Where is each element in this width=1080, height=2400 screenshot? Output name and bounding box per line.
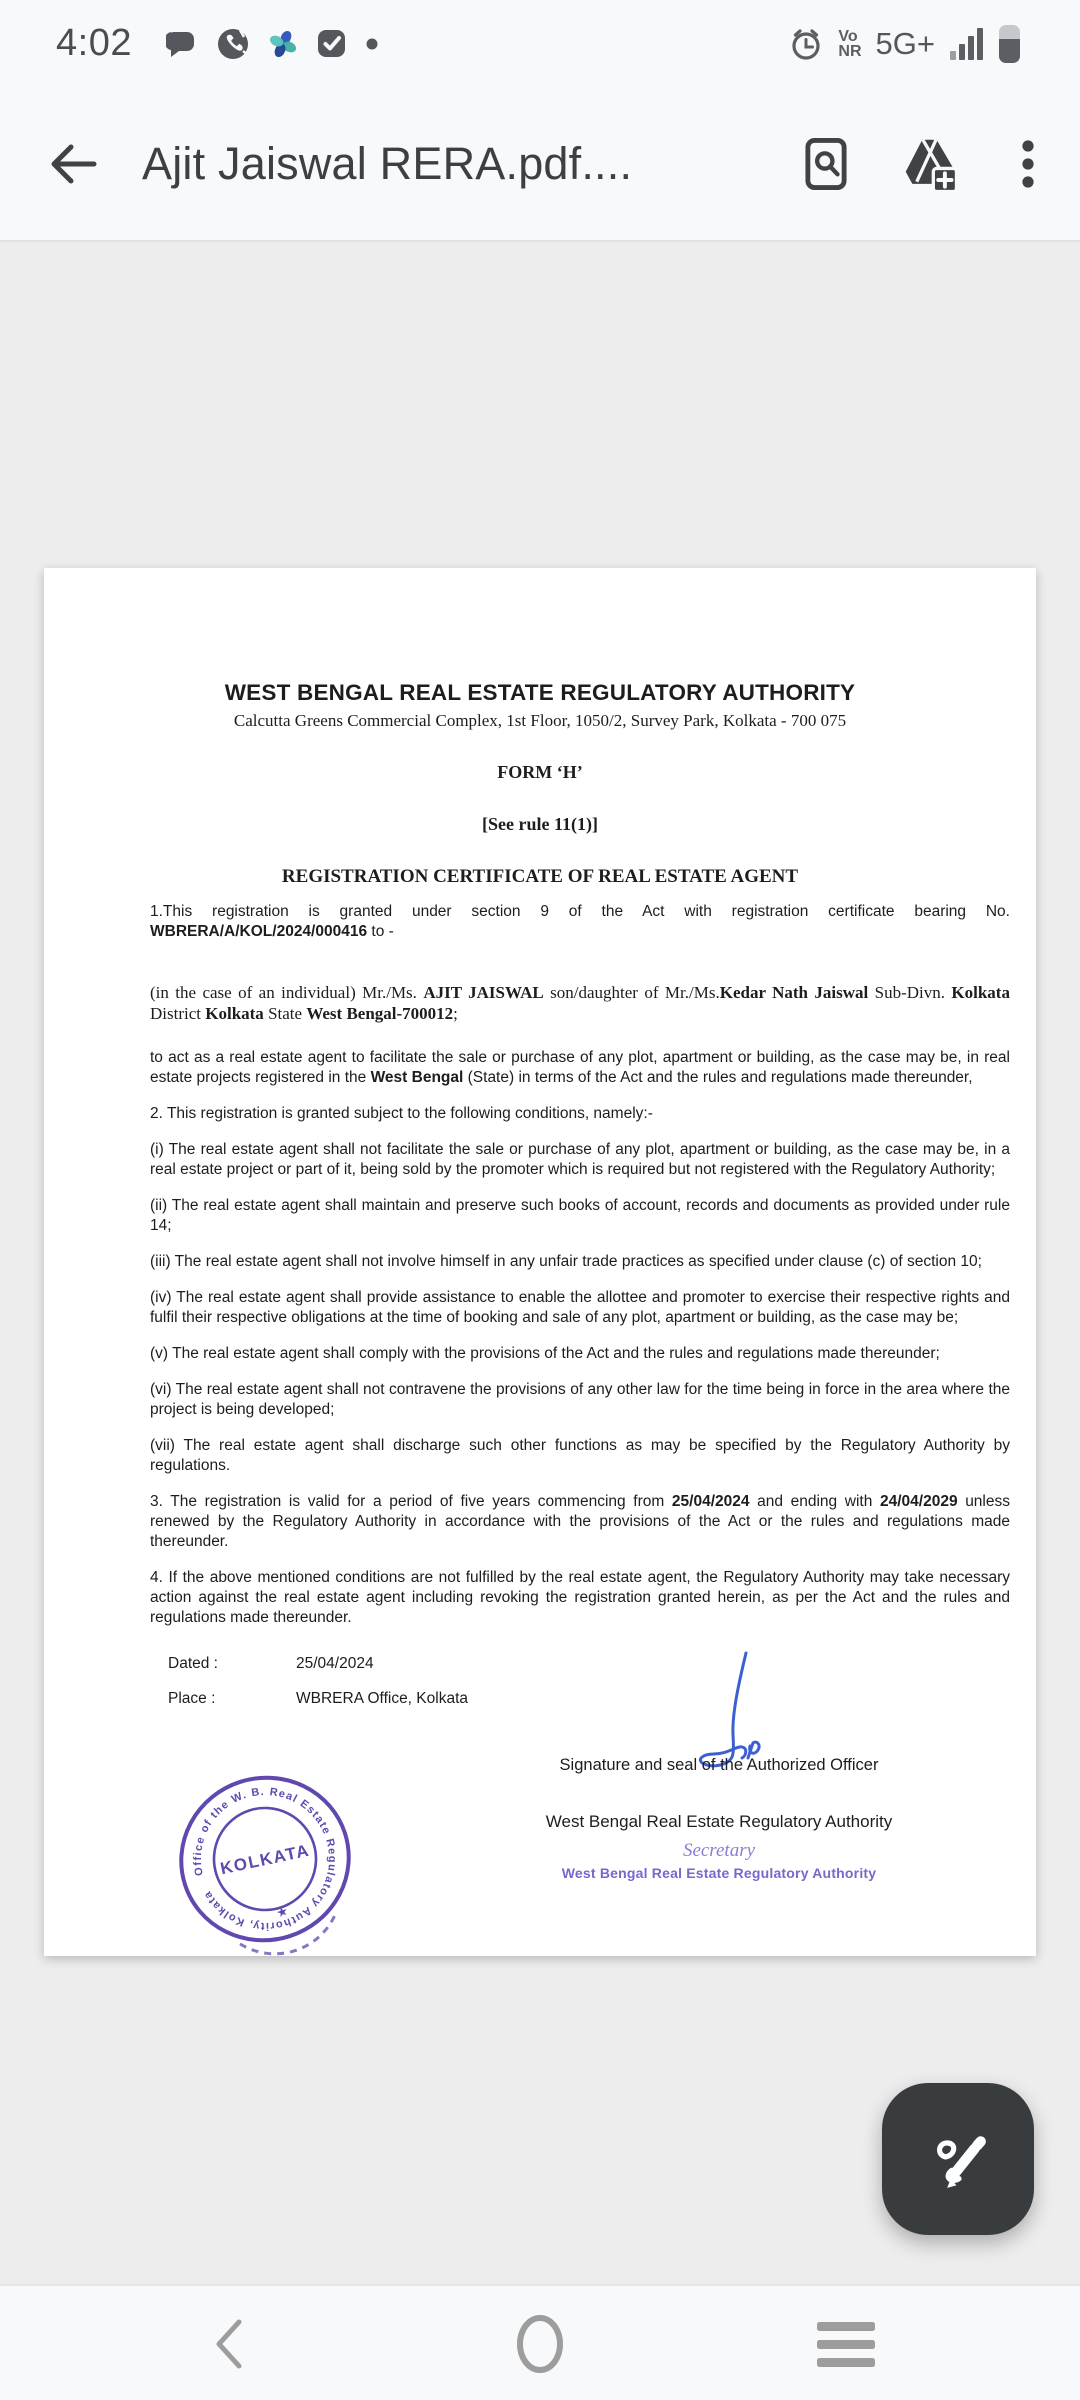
app-bar (0, 88, 1080, 240)
place-row (150, 1689, 1010, 1709)
place-label: Place : (168, 1690, 216, 1707)
condition-v: (v) The real estate agent shall comply with the provisions of the Act and the rules and regulations made thereunder; (150, 1345, 940, 1362)
paragraph-conditions-intro: 2. This registration is granted subject to the following conditions, namely:- (150, 1105, 653, 1122)
pdf-viewer-canvas[interactable] (0, 242, 1080, 2284)
recents-menu-icon (815, 2320, 877, 2368)
paragraph-to-act: to act as a real estate agent to facilitate the sale or purchase of any plot, apartment or building, as the case may be, in real estate projects registered in the West Bengal (State) in terms of the Act and the rules and regulations made thereunder, (150, 1049, 1010, 1086)
app-swirl-icon (268, 29, 298, 59)
condition-i: (i) The real estate agent shall not facilitate the sale or purchase of any plot, apartment or building, as the case may be, in a real estate project or part of it, being sold by the promoter which is required but not registered with the Regulatory Authority; (150, 1141, 1010, 1178)
signature-caption: Signature and seal of the Authorized Officer (559, 1756, 879, 1774)
phone-call-icon (216, 27, 250, 61)
top-chrome (0, 0, 1080, 242)
paragraph-individual: (in the case of an individual) Mr./Ms. AJIT JAISWAL son/daughter of Mr./Ms.Kedar Nath Jaiswal Sub-Divn. Kolkata District Kolkata State West Bengal-700012; (150, 983, 1010, 1023)
network-type: 5G+ (875, 26, 935, 61)
dated-row (150, 1654, 1010, 1674)
paragraph-revocation: 4. If the above mentioned conditions are not fulfilled by the real estate agent, the Regulatory Authority may take necessary action against the real estate agent including revoking the registration granted herein, as per the Act and the rules and regulations made thereunder. (150, 1569, 1010, 1626)
office-seal (160, 1764, 370, 1956)
condition-vi: (vi) The real estate agent shall not contravene the provisions of any other law for the time being in force in the area where the project is being developed; (150, 1381, 1010, 1418)
annotate-button[interactable] (882, 2083, 1034, 2235)
seal-star: ★ (274, 1902, 291, 1921)
paragraph-validity: 3. The registration is valid for a period of five years commencing from 25/04/2024 and ending with 24/04/2029 unless renewed by the Regulatory Authority in accordance with the provisions of the Act or the rules and regulations made thereunder. (150, 1493, 1010, 1550)
status-bar (0, 0, 1080, 88)
gesture-nav-bar (0, 2284, 1080, 2400)
task-check-icon (316, 28, 347, 59)
find-in-page-icon (797, 135, 855, 193)
rule-reference: [See rule 11(1)] (482, 814, 598, 834)
drive-add-icon (898, 132, 962, 196)
battery-icon (999, 25, 1020, 63)
seal-center-text: KOLKATA (218, 1840, 312, 1879)
vonr-indicator: Vo NR (838, 28, 862, 60)
back-chevron-icon (211, 2316, 245, 2372)
find-in-document-button[interactable] (774, 109, 878, 219)
authority-name: WEST BENGAL REAL ESTATE REGULATORY AUTHORITY (224, 680, 856, 705)
place-value: WBRERA Office, Kolkata (296, 1690, 468, 1707)
dated-label: Dated : (168, 1655, 218, 1672)
condition-vii: (vii) The real estate agent shall discharge such other functions as may be specified by the Regulatory Authority by regulations. (150, 1437, 1010, 1474)
overflow-menu-button[interactable] (982, 109, 1074, 219)
back-arrow-icon (44, 135, 102, 193)
certificate-header (44, 568, 1036, 888)
annotate-pen-icon (927, 2128, 989, 2190)
form-number: FORM ‘H’ (497, 762, 583, 782)
certificate-title: REGISTRATION CERTIFICATE OF REAL ESTATE AGENT (281, 866, 799, 887)
more-notifications-dot (365, 37, 379, 51)
nav-recents-button[interactable] (776, 2286, 916, 2400)
overflow-menu-icon (1021, 139, 1035, 189)
seal-ring-text: Office of the W. B. Real Estate Regulatory Authority, Kolkata (191, 1785, 339, 1933)
condition-iv: (iv) The real estate agent shall provide assistance to enable the allottee and promoter to exercise their respective rights and fulfil their respective obligations at the time of booking and sale of any plot, apartment or building, as the case may be; (150, 1289, 1010, 1326)
authority-stamp-line: West Bengal Real Estate Regulatory Authority (561, 1865, 877, 1881)
pdf-page (44, 568, 1036, 1956)
signature-block (494, 1756, 944, 1881)
clock-time: 4:02 (56, 22, 132, 64)
signer-designation: Secretary (682, 1840, 756, 1861)
signal-bars-icon (949, 26, 985, 62)
signing-authority: West Bengal Real Estate Regulatory Authority (545, 1812, 893, 1831)
authority-address: Calcutta Greens Commercial Complex, 1st Floor, 1050/2, Survey Park, Kolkata - 700 075 (233, 711, 847, 730)
paragraph-registration: 1.This registration is granted under section 9 of the Act with registration certificate bearing No. WBRERA/A/KOL/2024/000416 to - (150, 903, 1010, 940)
nav-back-button[interactable] (158, 2286, 298, 2400)
home-circle-icon (514, 2313, 566, 2375)
condition-ii: (ii) The real estate agent shall maintain and preserve such books of account, records and documents as provided under rule 14; (150, 1197, 1010, 1234)
back-button[interactable] (18, 109, 128, 219)
document-title: Ajit Jaiswal RERA.pdf.... (142, 138, 633, 189)
dated-value: 25/04/2024 (296, 1655, 374, 1672)
alarm-icon (788, 26, 824, 62)
certificate-body (150, 902, 1010, 1709)
chat-bubble-icon (166, 28, 198, 60)
condition-iii: (iii) The real estate agent shall not involve himself in any unfair trade practices as specified under clause (c) of section 10; (150, 1253, 982, 1270)
add-to-drive-button[interactable] (878, 109, 982, 219)
nav-home-button[interactable] (470, 2286, 610, 2400)
